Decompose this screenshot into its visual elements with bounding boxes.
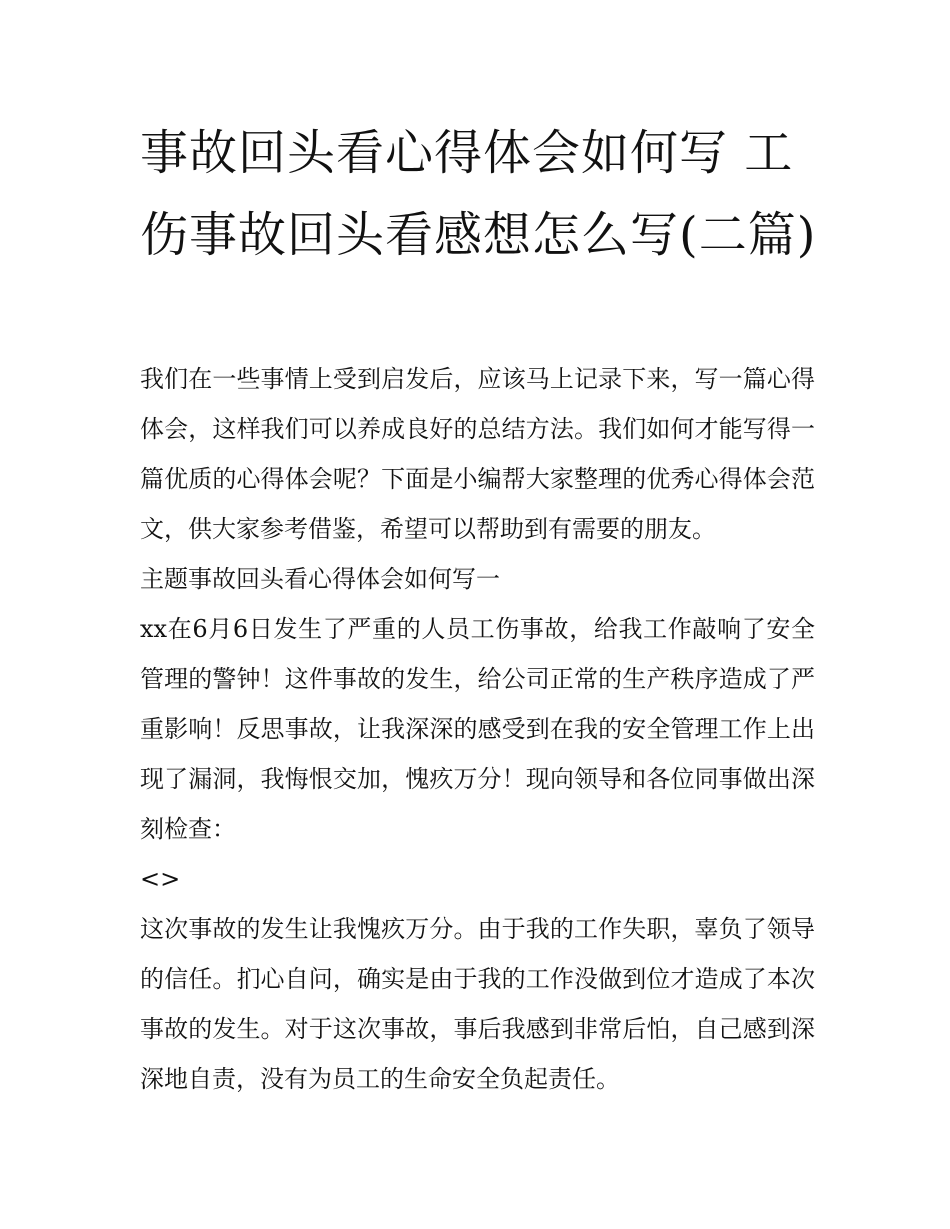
- intro-paragraph: 我们在一些事情上受到启发后，应该马上记录下来，写一篇心得体会，这样我们可以养成良好的总结方法。我们如何才能写得一篇优质的心得体会呢？下面是小编帮大家整理的优秀心得体会范文，供大家参考借鉴，希望可以帮助到有需要的朋友。: [140, 365, 815, 543]
- body-paragraph: 这次事故的发生让我愧疚万分。由于我的工作失职，辜负了领导的信任。扪心自问，确实是由于我的工作没做到位才造成了本次事故的发生。对于这次事故，事后我感到非常后怕，自己感到深深地自责，没有为员工的生命安全负起责任。: [140, 915, 815, 1093]
- body-paragraph: xx在6月6日发生了严重的人员工伤事故，给我工作敲响了安全管理的警钟！这件事故的发生，给公司正常的生产秩序造成了严重影响！反思事故，让我深深的感受到在我的安全管理工作上出现了漏洞，我悔恨交加，愧疚万分！现向领导和各位同事做出深刻检查：: [140, 615, 815, 843]
- section-heading: 主题事故回头看心得体会如何写一: [140, 565, 500, 593]
- placeholder-marker: <>: [140, 865, 181, 893]
- document-title: 事故回头看心得体会如何写 工伤事故回头看感想怎么写(二篇): [140, 125, 817, 263]
- document-body: [140, 354, 815, 1104]
